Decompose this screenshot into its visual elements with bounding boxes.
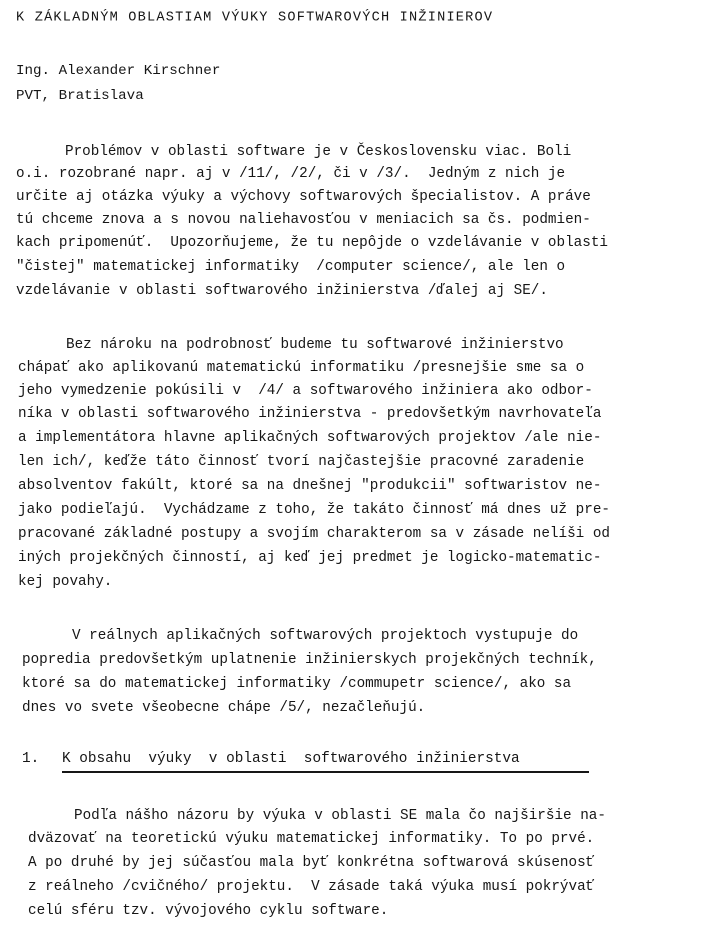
section-paragraph-line-2: dväzovať na teoretickú výuku matematickej informatiky. To po prvé. — [28, 831, 595, 847]
paragraph-1-line-6: "čistej" matematickej informatiky /computer science/, ale len o — [16, 259, 566, 275]
paragraph-2-line-9: pracované základné postupy a svojím charakterom sa v zásade nelíši od — [18, 526, 610, 542]
section-title: K obsahu výuky v oblasti softwarového inžinierstva — [62, 751, 520, 767]
paragraph-2-line-2: chápať ako aplikovanú matematickú informatiku /presnejšie sme sa o — [18, 360, 585, 376]
paragraph-1-line-5: kach pripomenúť. Upozorňujeme, že tu nepôjde o vzdelávanie v oblasti — [16, 235, 608, 251]
paragraph-2-line-6: len ich/, keďže táto činnosť tvorí najčastejšie pracovné zaradenie — [18, 454, 585, 470]
paragraph-3-line-2: popredia predovšetkým uplatnenie inžinierskych projekčných techník, — [22, 652, 597, 668]
section-paragraph-line-4: z reálneho /cvičného/ projektu. V zásade taká výuka musí pokrývať — [28, 879, 595, 895]
section-paragraph-line-5: celú sféru tzv. vývojového cyklu software. — [28, 903, 389, 919]
section-number: 1. — [22, 751, 40, 767]
paragraph-2-line-3: jeho vymedzenie pokúsili v /4/ a softwarového inžiniera ako odbor- — [18, 383, 593, 399]
paragraph-1-line-4: tú chceme znova a s novou naliehavosťou v meniacich sa čs. podmien- — [16, 212, 591, 228]
section-paragraph-line-3: A po druhé by jej súčasťou mala byť konkrétna softwarová skúsenosť — [28, 855, 595, 871]
paragraph-2-line-8: jako podieľajú. Vychádzame z toho, že takáto činnosť má dnes už pre- — [18, 502, 610, 518]
paragraph-1-line-2: o.i. rozobrané napr. aj v /11/, /2/, či v /3/. Jedným z nich je — [16, 166, 566, 182]
section-title-underline — [62, 771, 589, 773]
paragraph-2-line-10: iných projekčných činností, aj keď jej predmet je logicko-matematic- — [18, 550, 602, 566]
paragraph-3-line-4: dnes vo svete všeobecne chápe /5/, nezačleňujú. — [22, 700, 426, 716]
paragraph-2-line-5: a implementátora hlavne aplikačných softwarových projektov /ale nie- — [18, 430, 602, 446]
paragraph-1-line-3: určite aj otázka výuky a výchovy softwarových špecialistov. A práve — [16, 189, 591, 205]
paragraph-3-line-3: ktoré sa do matematickej informatiky /commupetr science/, ako sa — [22, 676, 572, 692]
document-title: K ZÁKLADNÝM OBLASTIAM VÝUKY SOFTWAROVÝCH INŽINIEROV — [16, 10, 494, 26]
paragraph-1-line-7: vzdelávanie v oblasti softwarového inžinierstva /ďalej aj SE/. — [16, 283, 548, 299]
paragraph-2-line-1: Bez nároku na podrobnosť budeme tu softwarové inžinierstvo — [66, 337, 564, 353]
author-affiliation: PVT, Bratislava — [16, 88, 144, 104]
paragraph-2-line-7: absolventov fakúlt, ktoré sa na dnešnej "produkcii" softwaristov ne- — [18, 478, 602, 494]
section-paragraph-line-1: Podľa nášho názoru by výuka v oblasti SE mala čo najširšie na- — [74, 808, 606, 824]
paragraph-2-line-11: kej povahy. — [18, 574, 113, 590]
author-name: Ing. Alexander Kirschner — [16, 63, 221, 79]
paragraph-3-line-1: V reálnych aplikačných softwarových projektoch vystupuje do — [72, 628, 579, 644]
paragraph-2-line-4: níka v oblasti softwarového inžinierstva - predovšetkým navrhovateľa — [18, 406, 602, 422]
paragraph-1-line-1: Problémov v oblasti software je v Československu viac. Boli — [65, 144, 572, 160]
